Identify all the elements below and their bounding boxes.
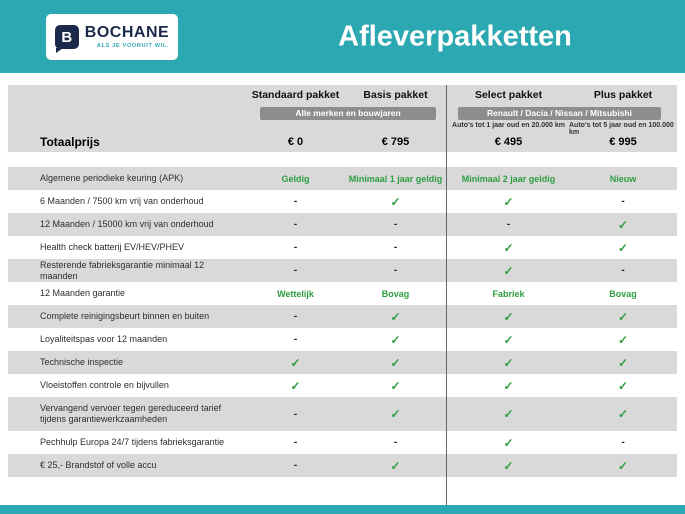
row-label: Pechhulp Europa 24/7 tijdens fabrieksgarantie	[40, 437, 225, 448]
dash-value: -	[293, 242, 298, 253]
logo-tagline: ALS JE VOORUIT WIL.	[96, 43, 170, 49]
row-label: Vervangend vervoer tegen gereduceerd tarief tijdens garantiewerkzaamheden	[40, 403, 222, 424]
dash-value: -	[293, 334, 298, 345]
logo-text	[85, 25, 169, 49]
check-icon: ✓	[617, 355, 629, 370]
dash-value: -	[293, 196, 298, 207]
check-icon: ✓	[617, 407, 629, 421]
table-row	[8, 167, 677, 190]
table-row	[8, 351, 677, 374]
row-label: Technische inspectie	[40, 357, 124, 368]
bochane-logo-icon: B	[55, 25, 79, 49]
row-label: Loyaliteitspas voor 12 maanden	[40, 334, 168, 345]
row-label: 12 Maanden / 15000 km vrij van onderhoud	[40, 219, 214, 230]
cell-value: Geldig	[281, 173, 310, 184]
dash-value: -	[621, 265, 625, 276]
table-row	[8, 282, 677, 305]
table-row	[8, 374, 677, 397]
total-row-label: Totaalprijs	[40, 135, 100, 149]
row-label: € 25,- Brandstof of volle accu	[40, 460, 157, 471]
row-label: Health check batterij EV/HEV/PHEV	[40, 242, 185, 253]
check-icon: ✓	[617, 378, 629, 393]
column-header-basis: Basis pakket	[363, 89, 428, 101]
check-icon: ✓	[617, 332, 629, 347]
page-title: Afleverpakketten	[338, 20, 572, 53]
column-header-select: Select pakket	[474, 89, 543, 101]
header-bar	[0, 0, 685, 73]
cell-value: Wettelijk	[277, 288, 314, 299]
table-header	[8, 85, 677, 152]
cell-value: Minimaal 2 jaar geldig	[461, 173, 556, 184]
logo-name: BOCHANE	[84, 24, 170, 41]
feature-rows	[8, 167, 677, 477]
table-row	[8, 190, 677, 213]
dash-value: -	[393, 242, 398, 253]
row-label: Complete reinigingsbeurt binnen en buiten	[40, 311, 210, 322]
table-row	[8, 328, 677, 351]
dash-value: -	[393, 219, 398, 230]
dash-value: -	[293, 460, 298, 471]
check-icon: ✓	[503, 332, 514, 347]
dash-value: -	[621, 437, 625, 448]
dash-value: -	[506, 219, 511, 230]
dash-value: -	[621, 196, 625, 207]
check-icon: ✓	[290, 378, 301, 393]
column-subnote-plus: Auto's tot 5 jaar oud en 100.000 km	[569, 122, 674, 136]
check-icon: ✓	[503, 458, 514, 473]
column-header-plus: Plus pakket	[593, 89, 653, 101]
check-icon: ✓	[503, 240, 514, 255]
dash-value: -	[393, 437, 398, 448]
dash-value: -	[293, 408, 298, 420]
cell-value: Bovag	[381, 288, 410, 299]
group-divider	[446, 85, 447, 505]
table-row	[8, 454, 677, 477]
table-row	[8, 259, 677, 282]
row-label: Vloeistoffen controle en bijvullen	[40, 380, 169, 391]
table-row	[8, 397, 677, 431]
check-icon: ✓	[503, 378, 514, 393]
check-icon: ✓	[290, 355, 301, 370]
total-price: € 0	[287, 136, 304, 148]
table-row	[8, 213, 677, 236]
dash-value: -	[293, 437, 298, 448]
check-icon: ✓	[503, 435, 514, 450]
table-row	[8, 236, 677, 259]
check-icon: ✓	[390, 355, 401, 370]
row-label: Resterende fabrieksgarantie minimaal 12 maanden	[40, 259, 205, 281]
cell-value: Bovag	[609, 288, 637, 299]
row-label: 6 Maanden / 7500 km vrij van onderhoud	[40, 196, 204, 207]
check-icon: ✓	[503, 407, 514, 421]
check-icon: ✓	[617, 240, 629, 255]
check-icon: ✓	[390, 309, 401, 324]
footer-bar	[0, 505, 685, 514]
cell-value: Fabriek	[492, 288, 525, 299]
row-label: Algemene periodieke keuring (APK)	[40, 173, 184, 184]
check-icon: ✓	[390, 194, 401, 209]
row-label: 12 Maanden garantie	[40, 288, 126, 299]
check-icon: ✓	[617, 458, 629, 473]
cell-value: Nieuw	[609, 173, 637, 184]
dash-value: -	[293, 219, 298, 230]
check-icon: ✓	[617, 309, 629, 324]
check-icon: ✓	[390, 407, 401, 421]
total-price: € 495	[494, 136, 523, 148]
dash-value: -	[293, 265, 298, 276]
cell-value: Minimaal 1 jaar geldig	[348, 173, 443, 184]
group-badge-brands: Renault / Dacia / Nissan / Mitsubishi	[458, 107, 661, 120]
table-row	[8, 305, 677, 328]
check-icon: ✓	[390, 458, 401, 473]
check-icon: ✓	[503, 309, 514, 324]
brand-logo	[46, 14, 178, 60]
check-icon: ✓	[503, 194, 514, 209]
total-price: € 795	[381, 136, 410, 148]
column-header-standaard: Standaard pakket	[251, 89, 340, 101]
dash-value: -	[293, 311, 298, 322]
column-subnote-select: Auto's tot 1 jaar oud en 20.000 km	[452, 122, 565, 129]
table-row	[8, 431, 677, 454]
dash-value: -	[393, 265, 398, 276]
check-icon: ✓	[503, 355, 514, 370]
total-price: € 995	[609, 136, 637, 148]
check-icon: ✓	[390, 332, 401, 347]
check-icon: ✓	[503, 263, 514, 278]
check-icon: ✓	[617, 217, 629, 232]
group-badge-all-brands: Alle merken en bouwjaren	[260, 107, 436, 120]
check-icon: ✓	[390, 378, 401, 393]
